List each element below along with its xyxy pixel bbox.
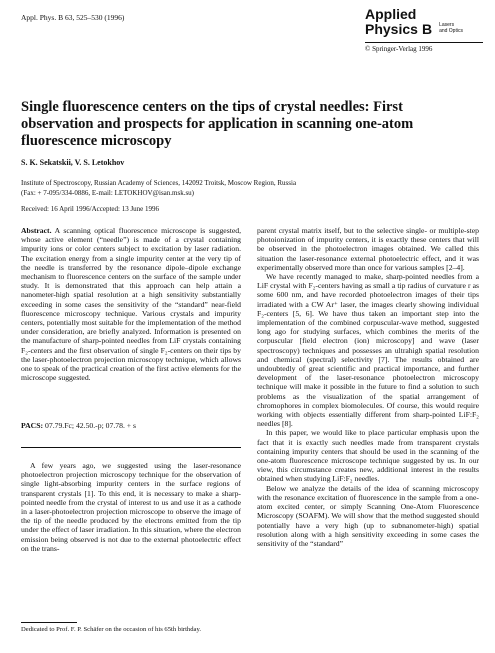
body-paragraph: We have recently managed to make, sharp-pointed needles from a LiF crystal with F₂-centers having as small a tip radius of curvature r as some 600 nm, and have recorded photoelectron images of their tips irradiated with a CW Ar⁺ laser, the images clearly showing individual F₂-centers [5, 6]. We have thus taken an important step into the implementation of the combined corpuscular-wave method, suggested long ago for studying surfaces, which combines the merits of the corpuscular [field electron (ion) microscopy] and wave (laser spectroscopy) techniques and possesses an ultrahigh spatial resolution and chemical (spectral) selectivity [7]. The results obtained are undoubtedly of great scientific and practical importance, and further development of the laser-resonance photoelectron microscopy technique will make it possible in the future to find a solution to such problems as the visualization of the spatial arrangement of chromophores in complex biomolecules. Of course, this would require working with objects essentially different from sharp-pointed LiF:F₂ needles [8]. <box>257 272 479 429</box>
author-affiliation <box>21 179 441 198</box>
pacs-text: 07.79.Fc; 42.50.-p; 07.78. + s <box>45 421 137 430</box>
journal-logo <box>365 8 483 53</box>
logo-sub-optics: and Optics <box>439 27 463 34</box>
journal-citation: Appl. Phys. B 63, 525–530 (1996) <box>21 13 125 22</box>
body-paragraph: parent crystal matrix itself, but to the selective single- or multiple-step photoionization of impurity centers, it is exactly these centers that will be observed in the photoelectron images obtained. We called this situation the laser-resonance external photoelectric effect, and it was experimentally observed more than once for various samples [2–4]. <box>257 226 479 272</box>
body-paragraph: A few years ago, we suggested using the laser-resonance photoelectron projection microscopy technique for the observation of single light-absorbing impurity centers in the surface regions of transparent crystals [1]. To this end, it is necessary to make a sharp-pointed needle from the crystal of interest to us and use it as a cathode in a laser-photoelectron projection microscope to observe the image of the tip of the needle produced by the electrons emitted from the tip under the effect of laser irradiation. In this situation, where the electron emission being observed is not due to the external photoelectric effect on the trans- <box>21 461 241 553</box>
abstract-label: Abstract. <box>21 226 52 235</box>
abstract-divider <box>21 447 241 448</box>
article-authors: S. K. Sekatskii, V. S. Letokhov <box>21 158 125 167</box>
abstract-text: A scanning optical fluorescence microscope is suggested, whose active element (“needle”) is made of a crystal containing impurity ions or color centers subject to excitation by laser radiation. The excitation energy from a single impurity center at the very tip of the needle is transferred by the resonance dipole–dipole exchange mechanism to fluorescence centers on the surface of the sample under study. It is demonstrated that this approach can help attain a nanometer-high spatial resolution at a high sensitivity substantially exceeding in some cases the sensitivity of the “standard” near-field fluorescence microscopy technique. Various crystals and impurity centers, potentially most suitable for the implementation of the method under consideration, are briefly analyzed. Information is presented on the manufacture of sharp-pointed needles from LiF crystals containing F₂-centers and the first observation of single F₂-centers on their tips by the laser-photoelectron projection microscopy technique, which allows one to speak of the practical creation of the first active elements for the microscope suggested. <box>21 226 242 383</box>
body-right-column <box>257 226 479 548</box>
affiliation-line-1: Institute of Spectroscopy, Russian Academy of Sciences, 142092 Troitsk, Moscow Region, Russia <box>21 179 297 187</box>
pacs-codes <box>21 421 136 430</box>
logo-word-applied: Applied <box>365 6 417 22</box>
dedication-footnote: Dedicated to Prof. F. P. Schäfer on the occasion of his 65th birthday. <box>21 626 201 633</box>
article-title: Single fluorescence centers on the tips of crystal needles: First observation and prospects for application in scanning one-atom fluorescence microscopy <box>21 99 414 149</box>
affiliation-line-2: (Fax: + 7-095/334-0886, E-mail: LETOKHOV@isan.msk.su) <box>21 188 194 197</box>
footnote-rule <box>21 622 77 623</box>
body-left-column <box>21 461 241 553</box>
body-paragraph: Below we analyze the details of the idea of scanning microscopy with the resonance excitation of fluorescence in the sample from a one-atom excited center, or simply Scanning One-Atom Fluorescence Microscopy (SOAFM). We will show that the method suggested should potentially have a very high (up to subnanometer-high) spatial resolution along with a high sensitivity exceeding in some cases the sensitivity of the “standard” <box>257 483 479 548</box>
pacs-label: PACS: <box>21 421 44 430</box>
logo-word-physics: Physics <box>365 21 418 37</box>
abstract <box>21 226 241 382</box>
logo-divider <box>365 42 483 43</box>
logo-subtitle <box>439 23 463 34</box>
copyright-notice: © Springer-Verlag 1996 <box>365 45 433 53</box>
body-paragraph: In this paper, we would like to place particular emphasis upon the fact that it is exactly such needles made from transparent crystals containing impurity centers that should be used in the scanning of the one-atom fluorescence microscope technique suggested by us. In our view, this circumstance creates new, additional interest in the results obtained when studying LiF:F₂ needles. <box>257 428 479 484</box>
logo-sub-lasers: Lasers <box>439 22 455 28</box>
logo-letter-b: B <box>421 21 433 37</box>
received-dates: Received: 16 April 1996/Accepted: 13 June 1996 <box>21 205 160 213</box>
